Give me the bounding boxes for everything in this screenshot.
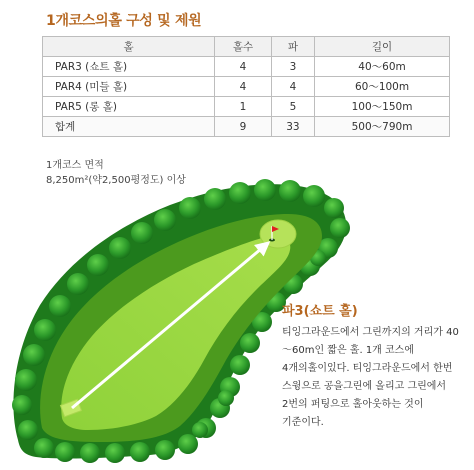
cell-hole: PAR4 (미들 홀) xyxy=(43,77,215,97)
cell-count: 4 xyxy=(215,57,272,77)
header-par: 파 xyxy=(271,37,314,57)
cell-length: 100～150m xyxy=(315,97,450,117)
cell-hole: 합계 xyxy=(43,117,215,137)
course-area-value: 8,250m²(약2,500평정도) 이상 xyxy=(46,175,186,186)
cell-par: 3 xyxy=(271,57,314,77)
cell-par: 5 xyxy=(271,97,314,117)
cell-hole: PAR5 (롱 홀) xyxy=(43,97,215,117)
cell-length: 60～100m xyxy=(315,77,450,97)
page-title: 1개코스의홀 구성 및 제원 xyxy=(46,13,202,29)
course-area-label: 1개코스 면적 xyxy=(46,160,104,171)
cell-count: 4 xyxy=(215,77,272,97)
cell-par: 33 xyxy=(271,117,314,137)
header-hole: 홀 xyxy=(43,37,215,57)
cell-count: 9 xyxy=(215,117,272,137)
par3-heading: 파3(쇼트 홀) xyxy=(282,304,358,319)
header-count: 홀수 xyxy=(215,37,272,57)
cell-length: 500～790m xyxy=(315,117,450,137)
header-length: 길이 xyxy=(315,37,450,57)
par3-description: 티잉그라운드에서 그린까지의 거리가 40～60m인 짧은 홀. 1개 코스에 4개의홀이있다. 티잉그라운드에서 한번 스윙으로 공을그린에 올리고 그린에서 2번의 퍼팅으로 홀아웃하는 것이 기준이다. xyxy=(282,327,459,428)
cell-par: 4 xyxy=(271,77,314,97)
cell-hole: PAR3 (쇼트 홀) xyxy=(43,57,215,77)
cell-length: 40～60m xyxy=(315,57,450,77)
cell-count: 1 xyxy=(215,97,272,117)
